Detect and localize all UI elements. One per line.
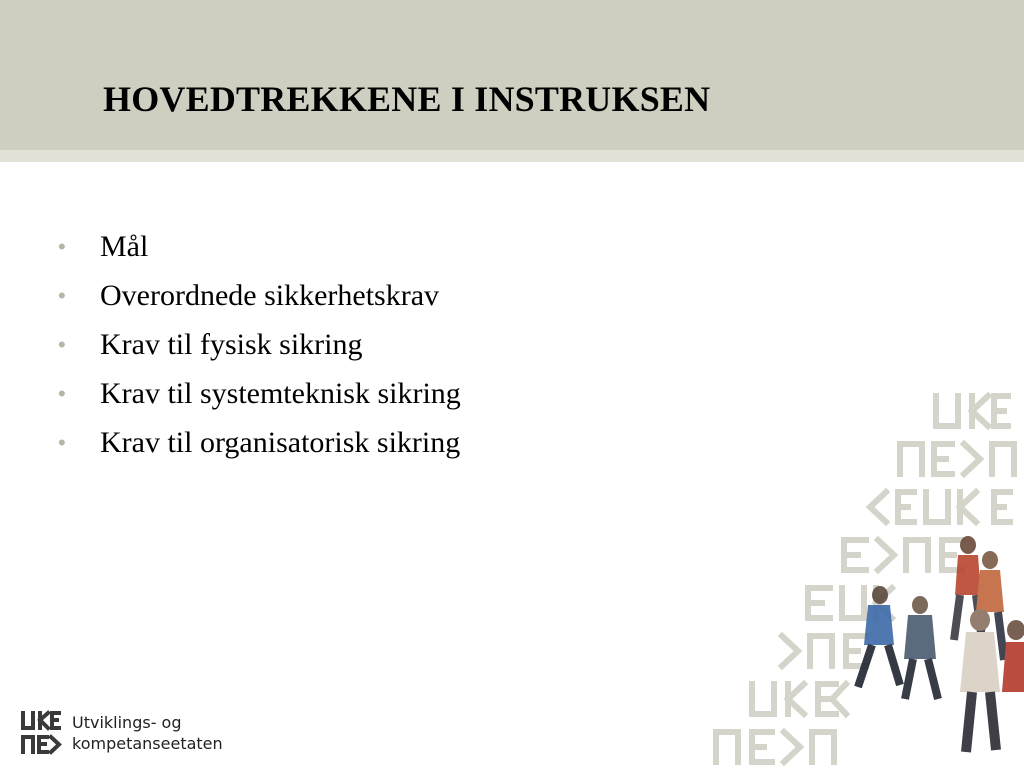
bullet-dot-icon: • (58, 429, 66, 455)
slide-title: HOVEDTREKKENE I INSTRUKSEN (103, 79, 711, 119)
header-divider (0, 150, 1024, 162)
bullet-text: Krav til fysisk sikring (100, 327, 363, 361)
bullet-text: Krav til systemteknisk sikring (100, 376, 461, 410)
bullet-item (58, 369, 461, 418)
uke-logo-icon (20, 710, 62, 756)
organization-name-line1: Utviklings- og (72, 713, 182, 732)
bullet-dot-icon: • (58, 282, 66, 308)
bullet-list (58, 222, 461, 467)
bullet-item (58, 320, 461, 369)
bullet-dot-icon: • (58, 380, 66, 406)
organization-name (72, 712, 223, 754)
bullet-text: Overordnede sikkerhetskrav (100, 278, 440, 312)
bullet-item (58, 222, 461, 271)
bullet-item (58, 418, 461, 467)
organization-name-line2: kompetanseetaten (72, 734, 223, 753)
bullet-item (58, 271, 461, 320)
uke-letter-pattern-icon (690, 380, 1024, 768)
bullet-dot-icon: • (58, 233, 66, 259)
organization-logo (20, 708, 240, 760)
bullet-dot-icon: • (58, 331, 66, 357)
bullet-text: Krav til organisatorisk sikring (100, 425, 461, 459)
bullet-text: Mål (100, 229, 149, 263)
header-band (0, 0, 1024, 150)
